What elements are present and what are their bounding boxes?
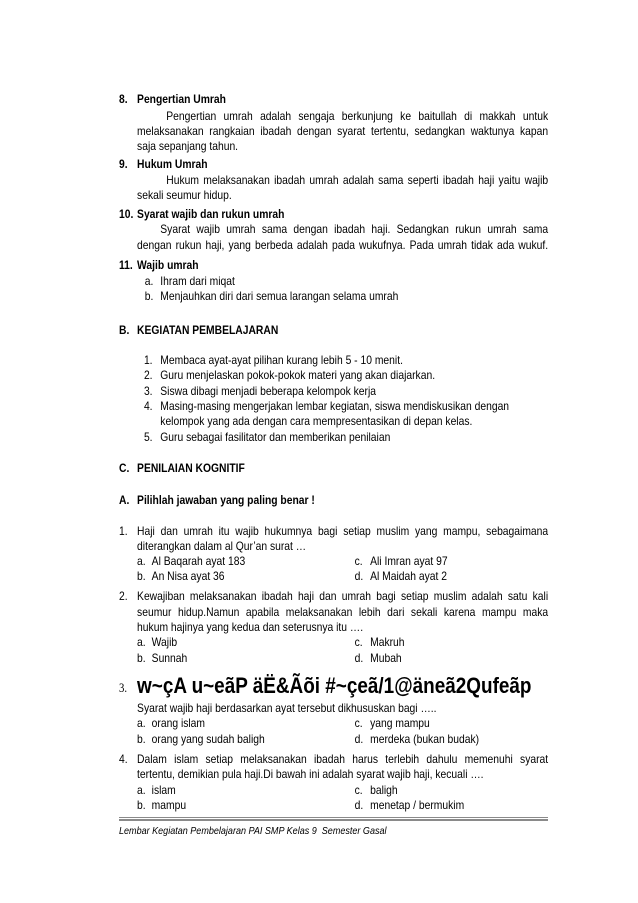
- item-title: Pengertian Umrah: [137, 92, 226, 106]
- option-text: Ali Imran ayat 97: [370, 554, 448, 568]
- item-number: 11.: [119, 258, 133, 272]
- option-text: menetap / bermukim: [370, 798, 465, 812]
- option-text: baligh: [370, 783, 398, 797]
- question-text-line: Dalam islam setiap melaksanakan ibadah harus terlebih dahulu memenuhi syarat: [137, 752, 549, 766]
- option-text: Sunnah: [151, 651, 188, 665]
- option-letter: c.: [354, 716, 363, 730]
- item-text-line: sekali seumur hidup.: [137, 188, 232, 202]
- question-number: 3.: [119, 681, 128, 695]
- sub-item-text: Menjauhkan diri dari semua larangan selama umrah: [160, 289, 399, 303]
- item-text-line: Hukum melaksanakan ibadah umrah adalah sama seperti ibadah haji yaitu wajib: [166, 173, 549, 187]
- question-text-line: diterangkan dalam al Qur’an surat …: [137, 539, 307, 553]
- question-number: 2.: [119, 589, 128, 603]
- question-number: 1.: [119, 524, 128, 538]
- sub-item-text: Ihram dari miqat: [160, 274, 235, 288]
- item-text-line: Pengertian umrah adalah sengaja berkunjung ke baitullah di makkah untuk: [166, 109, 549, 123]
- option-text: islam: [151, 783, 176, 797]
- option-letter: d.: [354, 651, 364, 665]
- footer-rule: [119, 817, 548, 821]
- option-text: Makruh: [370, 635, 405, 649]
- instruction-text: Pilihlah jawaban yang paling benar !: [137, 493, 315, 507]
- section-letter: C.: [119, 461, 130, 475]
- item-title: Syarat wajib dan rukun umrah: [137, 207, 285, 221]
- item-text-line: Syarat wajib umrah sama dengan ibadah haji. Sedangkan rukun umrah sama: [160, 222, 549, 236]
- option-letter: a.: [137, 783, 146, 797]
- item-title: Hukum Umrah: [137, 157, 208, 171]
- option-letter: b.: [137, 798, 146, 812]
- option-letter: b.: [137, 732, 146, 746]
- item-number: 10.: [119, 207, 134, 221]
- option-text: orang yang sudah baligh: [151, 732, 265, 746]
- option-letter: c.: [354, 635, 363, 649]
- content-column: [119, 0, 549, 903]
- step-number: 1.: [143, 353, 153, 367]
- step-number: 2.: [143, 368, 153, 382]
- step-number: 4.: [143, 399, 153, 413]
- option-letter: b.: [137, 569, 146, 583]
- option-text: Mubah: [370, 651, 402, 665]
- item-title: Wajib umrah: [137, 258, 199, 272]
- section-heading: KEGIATAN PEMBELAJARAN: [137, 323, 279, 337]
- option-letter: a.: [137, 554, 146, 568]
- step-number: 3.: [143, 384, 153, 398]
- option-letter: d.: [354, 732, 364, 746]
- section-heading: PENILAIAN KOGNITIF: [137, 461, 245, 475]
- arabic-verse: w~çA u~eãP äË&Ãõi #~çeã/1@äneã2Qufeãp: [137, 673, 532, 698]
- item-text-line: dengan rukun haji, yang berbeda adalah pada wukufnya. Pada umrah tidak ada wukuf.: [137, 238, 549, 252]
- step-text: kelompok yang ada dengan cara mempresentasikan di depan kelas.: [160, 414, 473, 428]
- section-letter: B.: [119, 323, 130, 337]
- option-text: An Nisa ayat 36: [151, 569, 225, 583]
- question-text-line: hukum hajinya yang kedua dan seterusnya itu ….: [137, 620, 364, 634]
- option-text: Al Maidah ayat 2: [370, 569, 447, 583]
- option-letter: d.: [354, 798, 364, 812]
- question-text-line: Syarat wajib haji berdasarkan ayat tersebut dikhususkan bagi …..: [137, 701, 437, 715]
- option-letter: b.: [137, 651, 146, 665]
- option-letter: c.: [354, 554, 363, 568]
- option-letter: d.: [354, 569, 364, 583]
- option-text: yang mampu: [370, 716, 430, 730]
- option-letter: a.: [137, 716, 146, 730]
- option-letter: a.: [137, 635, 146, 649]
- step-text: Guru menjelaskan pokok-pokok materi yang akan diajarkan.: [160, 368, 436, 382]
- step-text: Guru sebagai fasilitator dan memberikan penilaian: [160, 430, 391, 444]
- option-letter: c.: [354, 783, 363, 797]
- question-text-line: seumur hidup.Namun apabila melaksanakan lebih dari sekali karena mampu maka: [137, 605, 549, 619]
- option-text: merdeka (bukan budak): [370, 732, 480, 746]
- instruction-letter: A.: [119, 493, 130, 507]
- option-text: Wajib: [151, 635, 178, 649]
- question-text-line: Haji dan umrah itu wajib hukumnya bagi setiap muslim yang mampu, sebagaimana: [137, 524, 549, 538]
- option-text: mampu: [151, 798, 187, 812]
- item-text-line: saja sepanjang tahun.: [137, 139, 239, 153]
- option-text: Al Baqarah ayat 183: [151, 554, 246, 568]
- sub-item-letter: a.: [144, 274, 154, 288]
- question-number: 4.: [119, 752, 128, 766]
- step-text: Membaca ayat-ayat pilihan kurang lebih 5 - 10 menit.: [160, 353, 403, 367]
- footer-text: Lembar Kegiatan Pembelajaran PAI SMP Kelas 9 Semester Gasal: [119, 825, 387, 837]
- step-number: 5.: [143, 430, 153, 444]
- item-number: 9.: [119, 157, 128, 171]
- step-text: Siswa dibagi menjadi beberapa kelompok kerja: [160, 384, 376, 398]
- sub-item-letter: b.: [144, 289, 154, 303]
- option-text: orang islam: [151, 716, 206, 730]
- item-text-line: melaksanakan rangkaian ibadah dengan syarat tertentu, sedangkan waktunya kapan: [137, 124, 549, 138]
- item-number: 8.: [119, 92, 128, 106]
- question-text-line: Kewajiban melaksanakan ibadah haji dan umrah bagi setiap muslim adalah satu kali: [137, 589, 549, 603]
- question-text-line: tertentu, demikian pula haji.Di bawah ini adalah syarat wajib haji, kecuali ….: [137, 767, 484, 781]
- step-text: Masing-masing mengerjakan lembar kegiatan, siswa mendiskusikan dengan: [160, 399, 510, 413]
